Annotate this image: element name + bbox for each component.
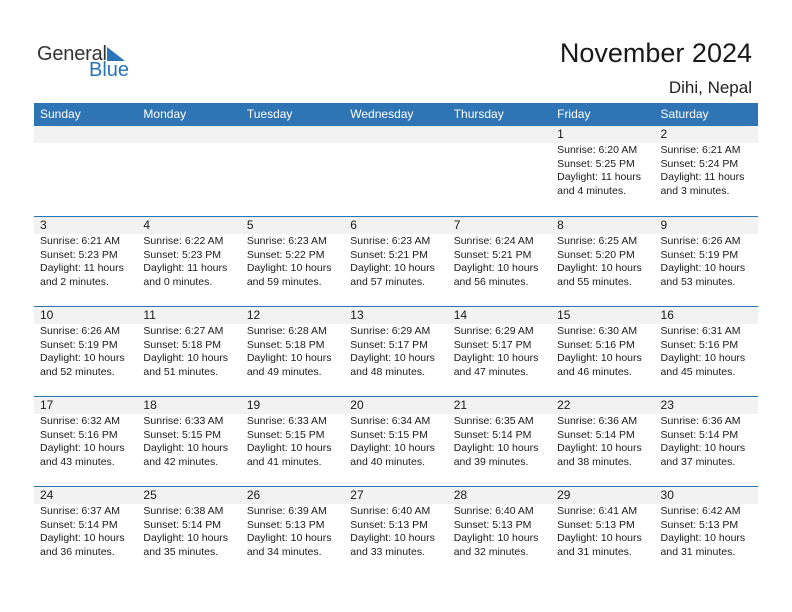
day-daylight: Daylight: 10 hours	[40, 442, 125, 454]
day-sunrise: Sunrise: 6:25 AM	[557, 235, 638, 247]
day-number: 27	[344, 487, 447, 504]
day-minutes: and 41 minutes.	[246, 455, 322, 468]
day-cell	[241, 397, 344, 486]
day-sunrise: Sunrise: 6:24 AM	[453, 235, 534, 247]
day-cell	[241, 307, 344, 396]
day-sunset: Sunset: 5:16 PM	[660, 338, 739, 351]
day-sunset: Sunset: 5:13 PM	[246, 518, 325, 531]
day-sun-info	[551, 324, 654, 379]
day-sunrise: Sunrise: 6:29 AM	[453, 325, 534, 337]
day-sun-info	[344, 324, 447, 379]
empty-day-band	[448, 126, 551, 143]
day-cell	[448, 217, 551, 306]
day-sunrise: Sunrise: 6:29 AM	[350, 325, 431, 337]
day-sun-info	[551, 234, 654, 289]
day-minutes: and 57 minutes.	[350, 275, 425, 288]
day-daylight: Daylight: 10 hours	[143, 442, 229, 454]
day-number: 7	[448, 217, 551, 234]
day-sunset: Sunset: 5:19 PM	[40, 338, 118, 351]
day-sunrise: Sunrise: 6:38 AM	[143, 505, 224, 517]
day-sun-info	[344, 504, 447, 559]
day-cell	[655, 397, 758, 486]
day-number: 26	[241, 487, 344, 504]
day-cell	[655, 126, 758, 216]
day-sunrise: Sunrise: 6:42 AM	[660, 505, 741, 517]
day-daylight: Daylight: 10 hours	[557, 532, 642, 544]
day-sunset: Sunset: 5:23 PM	[143, 248, 222, 261]
day-sunset: Sunset: 5:13 PM	[557, 518, 635, 531]
day-cell	[344, 487, 447, 576]
day-sunrise: Sunrise: 6:36 AM	[660, 415, 741, 427]
calendar-grid	[34, 103, 758, 576]
page-title: November 2024	[559, 38, 752, 68]
weekday-header-saturday: Saturday	[660, 107, 709, 121]
day-number: 12	[241, 307, 344, 324]
day-sun-info	[241, 504, 344, 559]
empty-day-band	[34, 126, 137, 143]
day-sunrise: Sunrise: 6:21 AM	[660, 144, 741, 156]
day-cell	[137, 487, 240, 576]
day-sunset: Sunset: 5:14 PM	[143, 518, 222, 531]
day-sun-info	[137, 234, 240, 289]
day-number: 11	[137, 307, 240, 324]
day-cell	[137, 307, 240, 396]
day-number: 16	[655, 307, 758, 324]
day-number: 9	[655, 217, 758, 234]
day-number: 29	[551, 487, 654, 504]
day-sun-info	[448, 504, 551, 559]
day-number: 4	[137, 217, 240, 234]
day-minutes: and 53 minutes.	[660, 275, 736, 288]
day-sun-info	[344, 414, 447, 469]
day-sunrise: Sunrise: 6:40 AM	[350, 505, 431, 517]
day-daylight: Daylight: 10 hours	[40, 352, 125, 364]
day-cell	[34, 487, 137, 576]
day-number: 30	[655, 487, 758, 504]
day-sunset: Sunset: 5:13 PM	[660, 518, 739, 531]
day-cell	[448, 307, 551, 396]
day-minutes: and 33 minutes.	[350, 545, 425, 558]
day-sunset: Sunset: 5:13 PM	[350, 518, 428, 531]
day-cell	[551, 217, 654, 306]
day-number: 2	[655, 126, 758, 143]
day-minutes: and 40 minutes.	[350, 455, 425, 468]
day-minutes: and 59 minutes.	[246, 275, 322, 288]
logo-word-general: General	[37, 43, 107, 65]
day-daylight: Daylight: 10 hours	[453, 352, 539, 364]
day-minutes: and 3 minutes.	[660, 184, 730, 197]
day-sunset: Sunset: 5:17 PM	[350, 338, 428, 351]
day-sun-info	[448, 414, 551, 469]
day-cell	[551, 126, 654, 216]
day-sunset: Sunset: 5:25 PM	[557, 157, 635, 170]
weekday-header-wednesday: Wednesday	[350, 107, 414, 121]
day-daylight: Daylight: 10 hours	[246, 442, 332, 454]
day-minutes: and 56 minutes.	[453, 275, 529, 288]
day-sunrise: Sunrise: 6:27 AM	[143, 325, 224, 337]
day-cell	[448, 487, 551, 576]
day-number: 1	[551, 126, 654, 143]
day-daylight: Daylight: 10 hours	[453, 442, 539, 454]
day-daylight: Daylight: 11 hours	[557, 171, 641, 183]
day-daylight: Daylight: 10 hours	[143, 532, 229, 544]
day-minutes: and 36 minutes.	[40, 545, 115, 558]
day-sunrise: Sunrise: 6:20 AM	[557, 144, 638, 156]
day-cell	[34, 217, 137, 306]
week-row	[34, 486, 758, 576]
day-daylight: Daylight: 10 hours	[143, 352, 229, 364]
empty-day-cell	[137, 126, 240, 216]
day-number: 15	[551, 307, 654, 324]
day-cell	[344, 397, 447, 486]
day-sunrise: Sunrise: 6:33 AM	[143, 415, 224, 427]
day-sunset: Sunset: 5:24 PM	[660, 157, 739, 170]
day-daylight: Daylight: 10 hours	[246, 352, 332, 364]
day-minutes: and 49 minutes.	[246, 365, 322, 378]
day-daylight: Daylight: 11 hours	[143, 262, 228, 274]
day-daylight: Daylight: 10 hours	[246, 262, 332, 274]
day-cell	[655, 487, 758, 576]
day-cell	[551, 397, 654, 486]
day-sunset: Sunset: 5:14 PM	[660, 428, 739, 441]
day-sun-info	[34, 504, 137, 559]
weekday-header-row	[34, 103, 758, 126]
day-sun-info	[551, 143, 654, 198]
day-sunset: Sunset: 5:21 PM	[350, 248, 428, 261]
week-row	[34, 306, 758, 396]
day-minutes: and 38 minutes.	[557, 455, 632, 468]
day-minutes: and 45 minutes.	[660, 365, 736, 378]
day-sunset: Sunset: 5:14 PM	[40, 518, 118, 531]
day-daylight: Daylight: 10 hours	[246, 532, 332, 544]
day-daylight: Daylight: 10 hours	[557, 442, 642, 454]
day-minutes: and 31 minutes.	[557, 545, 632, 558]
day-sunrise: Sunrise: 6:22 AM	[143, 235, 224, 247]
day-number: 5	[241, 217, 344, 234]
day-minutes: and 55 minutes.	[557, 275, 632, 288]
day-cell	[655, 307, 758, 396]
day-sunset: Sunset: 5:15 PM	[350, 428, 428, 441]
day-sunrise: Sunrise: 6:35 AM	[453, 415, 534, 427]
day-minutes: and 52 minutes.	[40, 365, 115, 378]
day-number: 3	[34, 217, 137, 234]
week-row	[34, 216, 758, 306]
day-sunset: Sunset: 5:18 PM	[246, 338, 325, 351]
day-minutes: and 39 minutes.	[453, 455, 529, 468]
day-number: 19	[241, 397, 344, 414]
day-daylight: Daylight: 10 hours	[660, 442, 746, 454]
day-number: 28	[448, 487, 551, 504]
day-cell	[551, 487, 654, 576]
day-daylight: Daylight: 10 hours	[453, 532, 539, 544]
day-sun-info	[655, 143, 758, 198]
day-minutes: and 42 minutes.	[143, 455, 219, 468]
day-minutes: and 47 minutes.	[453, 365, 529, 378]
empty-day-band	[241, 126, 344, 143]
day-cell	[551, 307, 654, 396]
day-minutes: and 37 minutes.	[660, 455, 736, 468]
empty-day-band	[137, 126, 240, 143]
day-sun-info	[344, 234, 447, 289]
day-daylight: Daylight: 10 hours	[660, 352, 746, 364]
day-minutes: and 2 minutes.	[40, 275, 109, 288]
day-sun-info	[241, 414, 344, 469]
day-cell	[241, 487, 344, 576]
weekday-header-sunday: Sunday	[40, 107, 81, 121]
empty-day-cell	[448, 126, 551, 216]
day-sun-info	[34, 414, 137, 469]
day-sun-info	[34, 234, 137, 289]
day-minutes: and 48 minutes.	[350, 365, 425, 378]
day-sun-info	[241, 324, 344, 379]
day-sunrise: Sunrise: 6:36 AM	[557, 415, 638, 427]
weekday-header-thursday: Thursday	[453, 107, 504, 121]
day-cell	[448, 397, 551, 486]
day-daylight: Daylight: 10 hours	[660, 262, 746, 274]
day-sun-info	[137, 324, 240, 379]
day-sunset: Sunset: 5:19 PM	[660, 248, 739, 261]
day-sun-info	[655, 414, 758, 469]
day-cell	[137, 217, 240, 306]
day-cell	[34, 397, 137, 486]
day-number: 25	[137, 487, 240, 504]
day-sun-info	[551, 504, 654, 559]
day-daylight: Daylight: 10 hours	[350, 262, 435, 274]
day-daylight: Daylight: 10 hours	[660, 532, 746, 544]
day-sunset: Sunset: 5:15 PM	[143, 428, 222, 441]
empty-day-band	[344, 126, 447, 143]
day-minutes: and 51 minutes.	[143, 365, 219, 378]
weekday-header-monday: Monday	[143, 107, 187, 121]
day-cell	[241, 217, 344, 306]
day-sun-info	[448, 324, 551, 379]
day-sunrise: Sunrise: 6:41 AM	[557, 505, 638, 517]
day-sunset: Sunset: 5:13 PM	[453, 518, 532, 531]
empty-day-cell	[241, 126, 344, 216]
day-sunset: Sunset: 5:21 PM	[453, 248, 532, 261]
day-number: 18	[137, 397, 240, 414]
weeks-container	[34, 126, 758, 576]
day-sunrise: Sunrise: 6:34 AM	[350, 415, 431, 427]
day-minutes: and 32 minutes.	[453, 545, 529, 558]
day-number: 8	[551, 217, 654, 234]
day-minutes: and 4 minutes.	[557, 184, 626, 197]
day-number: 22	[551, 397, 654, 414]
day-number: 6	[344, 217, 447, 234]
logo-word-blue: Blue	[89, 59, 130, 81]
day-sunset: Sunset: 5:22 PM	[246, 248, 325, 261]
day-sun-info	[34, 324, 137, 379]
empty-day-cell	[34, 126, 137, 216]
day-number: 10	[34, 307, 137, 324]
day-sun-info	[551, 414, 654, 469]
day-daylight: Daylight: 10 hours	[557, 262, 642, 274]
day-sun-info	[655, 234, 758, 289]
day-minutes: and 34 minutes.	[246, 545, 322, 558]
empty-day-cell	[344, 126, 447, 216]
day-sun-info	[137, 504, 240, 559]
day-daylight: Daylight: 10 hours	[350, 442, 435, 454]
day-number: 24	[34, 487, 137, 504]
day-sunset: Sunset: 5:18 PM	[143, 338, 222, 351]
day-sunset: Sunset: 5:20 PM	[557, 248, 635, 261]
day-minutes: and 0 minutes.	[143, 275, 213, 288]
day-sunset: Sunset: 5:23 PM	[40, 248, 118, 261]
day-sunrise: Sunrise: 6:23 AM	[246, 235, 327, 247]
day-minutes: and 35 minutes.	[143, 545, 219, 558]
weekday-header-tuesday: Tuesday	[246, 107, 293, 121]
day-sunrise: Sunrise: 6:26 AM	[40, 325, 120, 337]
day-sunrise: Sunrise: 6:30 AM	[557, 325, 638, 337]
day-daylight: Daylight: 10 hours	[557, 352, 642, 364]
day-sunrise: Sunrise: 6:39 AM	[246, 505, 327, 517]
day-number: 21	[448, 397, 551, 414]
day-cell	[137, 397, 240, 486]
week-row	[34, 396, 758, 486]
day-minutes: and 46 minutes.	[557, 365, 632, 378]
day-sun-info	[655, 504, 758, 559]
day-sun-info	[448, 234, 551, 289]
day-daylight: Daylight: 10 hours	[350, 352, 435, 364]
day-minutes: and 43 minutes.	[40, 455, 115, 468]
day-daylight: Daylight: 10 hours	[453, 262, 539, 274]
day-daylight: Daylight: 10 hours	[40, 532, 125, 544]
day-sunrise: Sunrise: 6:26 AM	[660, 235, 741, 247]
location-label: Dihi, Nepal	[668, 78, 752, 97]
day-cell	[655, 217, 758, 306]
day-sunrise: Sunrise: 6:33 AM	[246, 415, 327, 427]
day-sunset: Sunset: 5:14 PM	[453, 428, 532, 441]
day-minutes: and 31 minutes.	[660, 545, 736, 558]
brand-logo	[37, 43, 137, 83]
day-sunrise: Sunrise: 6:37 AM	[40, 505, 120, 517]
weekday-header-friday: Friday	[557, 107, 591, 121]
day-daylight: Daylight: 11 hours	[40, 262, 124, 274]
day-number: 20	[344, 397, 447, 414]
day-sunrise: Sunrise: 6:21 AM	[40, 235, 120, 247]
day-daylight: Daylight: 11 hours	[660, 171, 745, 183]
day-number: 13	[344, 307, 447, 324]
day-sun-info	[241, 234, 344, 289]
day-daylight: Daylight: 10 hours	[350, 532, 435, 544]
week-row	[34, 126, 758, 216]
day-sunrise: Sunrise: 6:32 AM	[40, 415, 120, 427]
day-sun-info	[137, 414, 240, 469]
day-cell	[344, 217, 447, 306]
day-number: 17	[34, 397, 137, 414]
day-sunset: Sunset: 5:17 PM	[453, 338, 532, 351]
day-cell	[344, 307, 447, 396]
day-number: 23	[655, 397, 758, 414]
day-sunrise: Sunrise: 6:31 AM	[660, 325, 741, 337]
day-sunset: Sunset: 5:16 PM	[40, 428, 118, 441]
day-sunrise: Sunrise: 6:40 AM	[453, 505, 534, 517]
day-sunrise: Sunrise: 6:23 AM	[350, 235, 431, 247]
day-number: 14	[448, 307, 551, 324]
day-sunset: Sunset: 5:15 PM	[246, 428, 325, 441]
day-cell	[34, 307, 137, 396]
day-sunset: Sunset: 5:14 PM	[557, 428, 635, 441]
day-sunset: Sunset: 5:16 PM	[557, 338, 635, 351]
day-sunrise: Sunrise: 6:28 AM	[246, 325, 327, 337]
day-sun-info	[655, 324, 758, 379]
